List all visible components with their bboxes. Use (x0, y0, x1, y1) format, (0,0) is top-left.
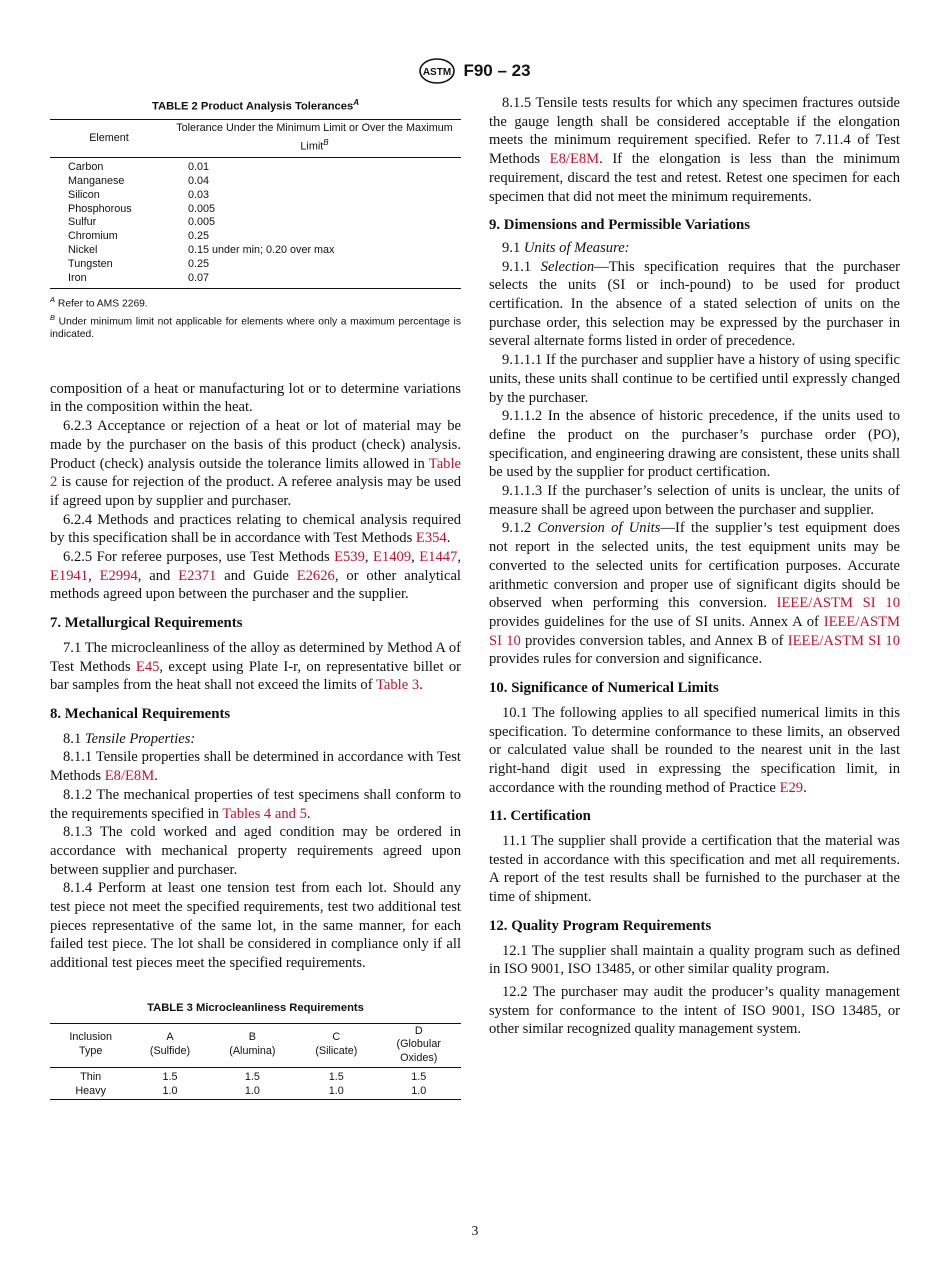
table2-body (50, 157, 461, 288)
table2-row (50, 189, 461, 203)
link-e2994[interactable]: E2994 (99, 567, 138, 584)
paragraph-9-1: 9.1 Units of Measure: (502, 239, 630, 256)
table2-cell-element: Manganese (68, 174, 125, 187)
paragraph-9-1-1-2: 9.1.1.2 In the absence of historic precedence, if the units used to define the product on the purchaser’s purchase order (PO), specification, and engineering drawing are consistent, these units shall be used by the supplier for product certification. (489, 408, 900, 481)
paragraph-9-1-1-1: 9.1.1.1 If the purchaser and supplier have a history of using specific units, these units shall continue to be certified until expressly changed by the purchaser. (489, 352, 900, 406)
link-e1409[interactable]: E1409 (373, 549, 412, 566)
table2-cell-element: Nickel (68, 244, 98, 257)
table2-caption: TABLE 2 Product Analysis Tolerances$^A$ (151, 98, 359, 113)
link-e29[interactable]: E29 (779, 779, 804, 796)
table3-row (50, 1085, 461, 1099)
table3-header-d: D (Globular Oxides) (396, 1024, 441, 1065)
table2-cell-element: Phosphorous (68, 202, 132, 215)
paragraph-9-1-1: 9.1.1 Selection—This specification requires that the purchaser selects the units (SI or inch-pound) to be used for product certification. In the absence of a stated selection of units on the purchase order, this selection may be expressed by the purchaser in several alternate forms listed in order of precedence. (489, 258, 900, 350)
paragraph-7-1: 7.1 The microcleanliness of the alloy as determined by Method A of Test Methods E45, except using Plate I-r, on representative billet or bar samples from the heat shall not exceed the limits of Table 3. (50, 639, 462, 694)
heading-section-12: 12. Quality Program Requirements (489, 917, 712, 934)
table3-cell-type: Heavy (75, 1085, 106, 1098)
link-ieee-astm-si-10-3[interactable]: IEEE/ASTM SI 10 (787, 632, 900, 649)
table2-cell-element: Sulfur (68, 216, 97, 229)
paragraph-10-1: 10.1 The following applies to all specified numerical limits in this specification. To determine conformance to these limits, an observed or calculated value shall be rounded to the nearest unit in the last right-hand digit used in expressing the specification limit, in accordance with the rounding method of Practice E29. (489, 704, 900, 796)
table2-row (50, 230, 461, 244)
table2-cell-value: 0.07 (188, 272, 210, 285)
table2-cell-value: 0.25 (188, 258, 210, 271)
paragraph-6-2-3: 6.2.3 Acceptance or rejection of a heat or lot of material may be made by the purchaser on the basis of this product (check) analysis. Product (check) analysis outside the tolerance limits allowed in Table 2 is cause for rejection of the product. A referee analysis may be used if agreed upon by supplier and purchaser. (50, 418, 461, 509)
table3-cell-b: 1.0 (244, 1085, 260, 1098)
table3-cell-a: 1.5 (162, 1071, 178, 1084)
table2-header-element: Element (89, 131, 129, 144)
table2-footnote-a: $^A$ Refer to AMS 2269. (50, 295, 148, 310)
heading-section-10: 10. Significance of Numerical Limits (489, 680, 719, 697)
link-e2371[interactable]: E2371 (178, 567, 217, 584)
table2-row (50, 157, 461, 174)
table3-cell-b: 1.5 (244, 1071, 260, 1084)
table3-cell-c: 1.5 (328, 1071, 344, 1084)
table2-cell-value: 0.005 (188, 202, 216, 215)
table2-cell-value: 0.005 (188, 216, 216, 229)
table3-header-c: C (Silicate) (315, 1031, 358, 1058)
table3-cell-d: 1.0 (411, 1085, 427, 1098)
table3-body (50, 1068, 461, 1100)
paragraph-6-2-5: 6.2.5 For referee purposes, use Test Methods E539, E1409, E1447, E1941, E2994, and E2371 and Guide E2626, or other analytical methods agreed upon between the purchaser and the supplier. (50, 549, 461, 603)
link-table-3[interactable]: Table 3 (375, 677, 420, 694)
table3-cell-a: 1.0 (162, 1085, 178, 1098)
document-designation: F90 – 23 (463, 61, 531, 80)
table2-cell-value: 0.03 (188, 188, 210, 201)
table2-header-tolerance: Tolerance Under the Minimum Limit or Over the Maximum Limit$^B$ (176, 122, 453, 153)
paragraph-9-1-2: 9.1.2 Conversion of Units—If the supplier’s test equipment does not report in the selected units, the test equipment units may be converted to the selected units for certification purposes. Accurate arithmetic conversion and proper use of significant digits should be observed when performing this conversion. IEEE/ASTM SI 10 provides guidelines for the use of SI units. Annex A of IEEE/ASTM SI 10 provides conversion tables, and Annex B of IEEE/ASTM SI 10 provides rules for conversion and significance. (489, 520, 901, 668)
paragraph-9-1-1-3: 9.1.1.3 If the purchaser’s selection of units is unclear, the units of measure shall be agreed upon between the purchaser and supplier. (489, 483, 900, 518)
link-e8-e8m[interactable]: E8/E8M (104, 768, 155, 785)
table3-header-inclusion-type: Inclusion Type (69, 1031, 112, 1058)
link-e539[interactable]: E539 (334, 549, 365, 566)
page-header (0, 58, 950, 84)
heading-section-7: 7. Metallurgical Requirements (50, 615, 243, 632)
table2-cell-value: 0.04 (188, 174, 210, 187)
table2-cell-element: Silicon (68, 188, 100, 201)
heading-section-9: 9. Dimensions and Permissible Variations (489, 217, 751, 234)
link-e1941[interactable]: E1941 (50, 567, 89, 584)
table2-cell-value: 0.15 under min; 0.20 over max (188, 244, 335, 257)
table2-row (50, 216, 461, 230)
paragraph-8-1-2: 8.1.2 The mechanical properties of test specimens shall conform to the requirements specified in Tables 4 and 5. (50, 786, 461, 822)
table2 (50, 119, 461, 289)
table3-cell-type: Thin (80, 1071, 102, 1084)
astm-logo-icon (419, 58, 455, 84)
table2-cell-element: Tungsten (68, 258, 113, 271)
paragraph-12-1: 12.1 The supplier shall maintain a quality program such as defined in ISO 9001, ISO 13485, or other similar quality program. (489, 942, 900, 978)
table3-header-a: A (Sulfide) (149, 1031, 191, 1058)
table3-cell-c: 1.0 (328, 1085, 344, 1098)
table3-row (50, 1068, 461, 1085)
paragraph-continuation: composition of a heat or manufacturing lot or to determine variations in the composition within the heat. (50, 380, 461, 416)
table2-cell-element: Chromium (68, 230, 118, 243)
table2-row (50, 175, 461, 189)
table2-row (50, 203, 461, 217)
paragraph-8-1-1: 8.1.1 Tensile properties shall be determined in accordance with Test Methods E8/E8M. (50, 749, 461, 785)
link-tables-4-and-5[interactable]: Tables 4 and 5 (222, 805, 307, 822)
table3-header-b: B (Alumina) (229, 1031, 276, 1058)
paragraph-8-1-5: 8.1.5 Tensile tests results for which any specimen fractures outside the gauge length shall be considered acceptable if the elongation meets the minimum requirement specified. Refer to 7.11.4 of Test Methods E8/E8M. If the elongation is less than the minimum requirement, discard the test and retest. Retest one specimen for each specimen that did not meet the minimum requirements. (489, 95, 900, 205)
link-e8-e8m-2[interactable]: E8/E8M (549, 151, 600, 168)
table2-cell-element: Iron (68, 272, 87, 285)
paragraph-8-1-3: 8.1.3 The cold worked and aged condition may be ordered in accordance with mechanical property requirements agreed upon between supplier and purchaser. (50, 824, 461, 878)
table2-row (50, 244, 461, 258)
table3-cell-d: 1.5 (411, 1071, 427, 1084)
link-ieee-astm-si-10-2[interactable]: IEEE/ASTM SI 10 (489, 613, 900, 649)
right-column (489, 94, 900, 1039)
table2-row (50, 258, 461, 272)
link-e354[interactable]: E354 (415, 530, 447, 547)
link-e2626[interactable]: E2626 (296, 567, 335, 584)
link-ieee-astm-si-10-1[interactable]: IEEE/ASTM SI 10 (776, 595, 901, 612)
heading-section-8: 8. Mechanical Requirements (50, 705, 231, 722)
table3-caption: TABLE 3 Microcleanliness Requirements (147, 1001, 364, 1014)
table3 (50, 1023, 461, 1101)
left-column (50, 94, 461, 1100)
table2-footnote-b: $^B$ Under minimum limit not applicable for elements where only a maximum percentage is indicated. (50, 312, 461, 341)
table2-cell-value: 0.01 (188, 160, 210, 173)
heading-section-11: 11. Certification (489, 808, 591, 825)
page-number: 3 (471, 1223, 479, 1238)
table2-cell-element: Carbon (68, 160, 104, 173)
logo-text: ASTM (423, 67, 452, 78)
link-e45[interactable]: E45 (135, 658, 160, 675)
link-e1447[interactable]: E1447 (419, 549, 458, 566)
paragraph-12-2: 12.2 The purchaser may audit the producer’s quality management system for conformance to the intent of ISO 9001, ISO 13485, or other similar recognized quality management system. (489, 983, 900, 1038)
paragraph-8-1-4: 8.1.4 Perform at least one tension test from each lot. Should any test piece not meet the specified requirements, test two additional test pieces representative of the same lot, in the same manner, for each failed test piece. The lot shall be considered in compliance only if all additional test pieces meet the specified requirements. (50, 880, 461, 972)
paragraph-6-2-4: 6.2.4 Methods and practices relating to chemical analysis required by this specification shall be in accordance with Test Methods E354. (50, 511, 461, 547)
link-table-2[interactable]: Table 2 (50, 455, 461, 491)
table2-row (50, 272, 461, 288)
paragraph-8-1: 8.1 Tensile Properties: (63, 730, 196, 747)
paragraph-11-1: 11.1 The supplier shall provide a certification that the material was tested in accordance with this specification and met all requirements. A report of the test results shall be furnished to the purchaser at the time of shipment. (489, 833, 900, 906)
table2-cell-value: 0.25 (188, 230, 210, 243)
